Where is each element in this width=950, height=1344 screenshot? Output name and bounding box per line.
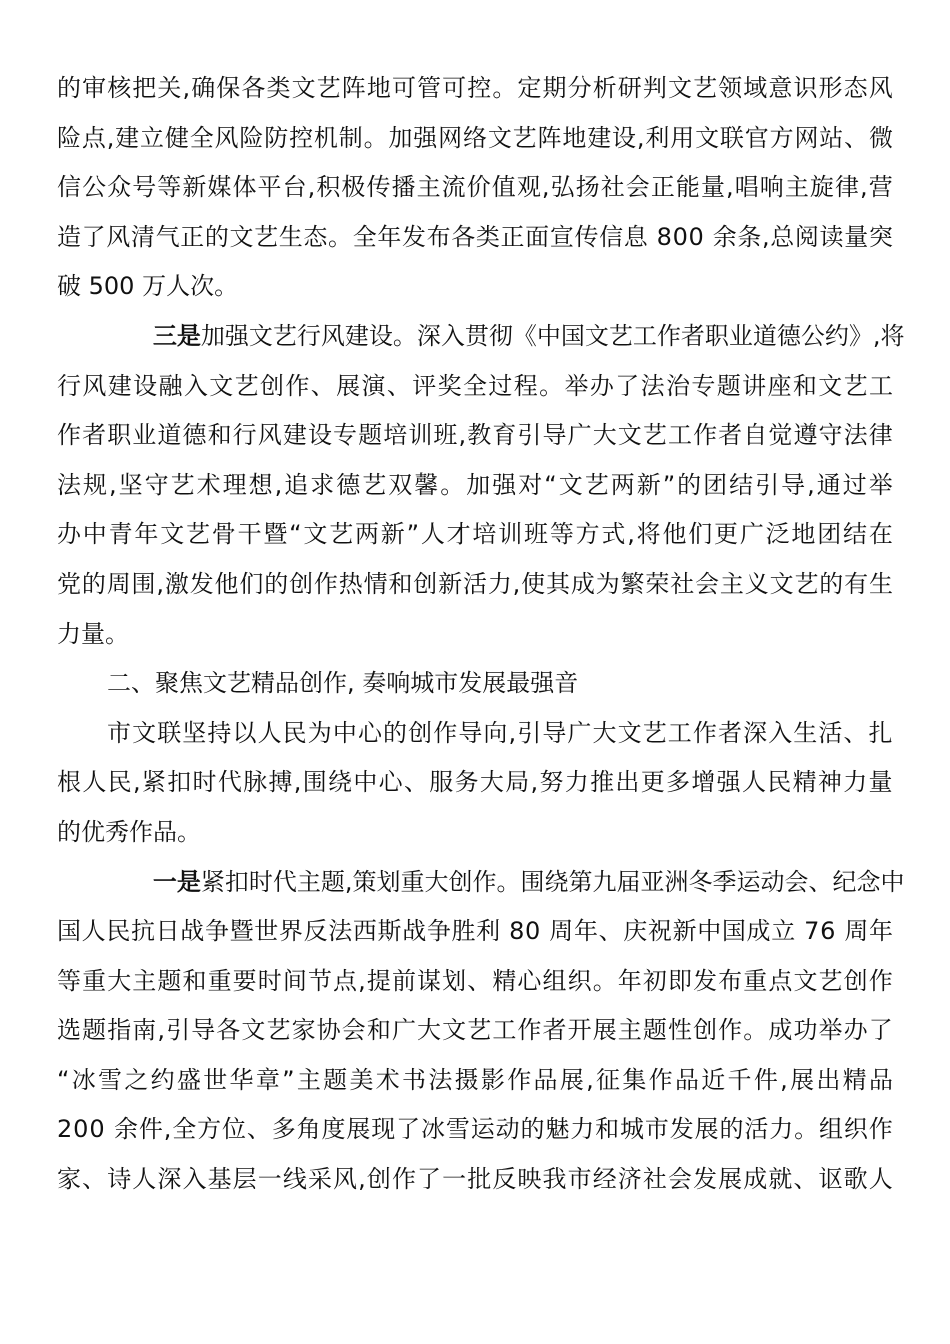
section-heading: [57, 663, 893, 713]
text-line: 市 文 联 坚 持 以 人 民 为 中 心 的 创 作 导 向 , 引 导 广 大 文 艺 工 作 者 深 入 生 活 、 扎: [107, 718, 893, 747]
text-line: 办 中 青 年 文 艺 骨 干 暨 “ 文 艺 两 新 ” 人 才 培 训 班 等 方 式 , 将 他 们 更 广 泛 地 团 结 在: [57, 520, 893, 549]
text-line: 党 的 周 围 , 激 发 他 们 的 创 作 热 情 和 创 新 活 力 , 使 其 成 为 繁 荣 社 会 主 义 文 艺 的 有 生: [57, 569, 893, 598]
text-line: 等 重 大 主 题 和 重 要 时 间 节 点 , 提 前 谋 划 、 精 心 组 织 。 年 初 即 发 布 重 点 文 艺 创 作: [57, 966, 893, 995]
text-line: 选 题 指 南 , 引 导 各 文 艺 家 协 会 和 广 大 文 艺 工 作 者 开 展 主 题 性 创 作 。 成 功 举 办 了: [57, 1016, 893, 1045]
text-line: 造 了 风 清 气 正 的 文 艺 生 态 。 全 年 发 布 各 类 正 面 宣 传 信 息 8 0 0 余 条 , 总 阅 读 量 突: [57, 222, 893, 251]
text-line: 险 点 , 建 立 健 全 风 险 防 控 机 制 。 加 强 网 络 文 艺 阵 地 建 设 , 利 用 文 联 官 方 网 站 、 微: [57, 123, 893, 152]
document-page: [57, 68, 905, 1209]
text-line: 家 、 诗 人 深 入 基 层 一 线 采 风 , 创 作 了 一 批 反 映 我 市 经 济 社 会 发 展 成 就 、 讴 歌 人: [57, 1165, 893, 1194]
text-line: 行 风 建 设 融 入 文 艺 创 作 、 展 演 、 评 奖 全 过 程 。 举 办 了 法 治 专 题 讲 座 和 文 艺 工: [57, 371, 893, 400]
paragraph-first-point: [57, 862, 905, 1209]
text-line: 破 500 万人次。: [57, 272, 239, 301]
text-line: 2 0 0 余 件 , 全 方 位 、 多 角 度 展 现 了 冰 雪 运 动 的 魅 力 和 城 市 发 展 的 活 力 。 组 织 作: [57, 1115, 893, 1144]
paragraph-third-point: [57, 316, 905, 663]
text-line: “ 冰 雪 之 约 盛 世 华 章 ” 主 题 美 术 书 法 摄 影 作 品 展 , 征 集 作 品 近 千 件 , 展 出 精 品: [57, 1065, 893, 1094]
paragraph-continuation: [57, 68, 893, 316]
text-line: 根 人 民 , 紧 扣 时 代 脉 搏 , 围 绕 中 心 、 服 务 大 局 , 努 力 推 出 更 多 增 强 人 民 精 神 力 量: [57, 768, 893, 797]
text-line: 作 者 职 业 道 德 和 行 风 建 设 专 题 培 训 班 , 教 育 引 导 广 大 文 艺 工 作 者 自 觉 遵 守 法 律: [57, 421, 893, 450]
text-line: 的优秀作品。: [57, 817, 201, 846]
text-line: 信 公 众 号 等 新 媒 体 平 台 , 积 极 传 播 主 流 价 值 观 , 弘 扬 社 会 正 能 量 , 唱 响 主 旋 律 , 营: [57, 173, 893, 202]
text-line: 力量。: [57, 619, 129, 648]
heading-text: 二、聚焦文艺精品创作, 奏响城市发展最强音: [107, 669, 579, 698]
text-line: 三 是 加 强 文 艺 行 风 建 设 。 深 入 贯 彻 《 中 国 文 艺 工 作 者 职 业 道 德 公 约 》 , 将: [152, 321, 905, 350]
text-line: 法 规 , 坚 守 艺 术 理 想 , 追 求 德 艺 双 馨 。 加 强 对 “ 文 艺 两 新 ” 的 团 结 引 导 , 通 过 举: [57, 470, 893, 499]
text-line: 一 是 紧 扣 时 代 主 题 , 策 划 重 大 创 作 。 围 绕 第 九 届 亚 洲 冬 季 运 动 会 、 纪 念 中: [152, 867, 905, 896]
text-line: 国 人 民 抗 日 战 争 暨 世 界 反 法 西 斯 战 争 胜 利 8 0 周 年 、 庆 祝 新 中 国 成 立 7 6 周 年: [57, 917, 893, 946]
text-line: 的 审 核 把 关 , 确 保 各 类 文 艺 阵 地 可 管 可 控 。 定 期 分 析 研 判 文 艺 领 域 意 识 形 态 风: [57, 74, 893, 102]
paragraph-section-intro: [57, 713, 893, 862]
